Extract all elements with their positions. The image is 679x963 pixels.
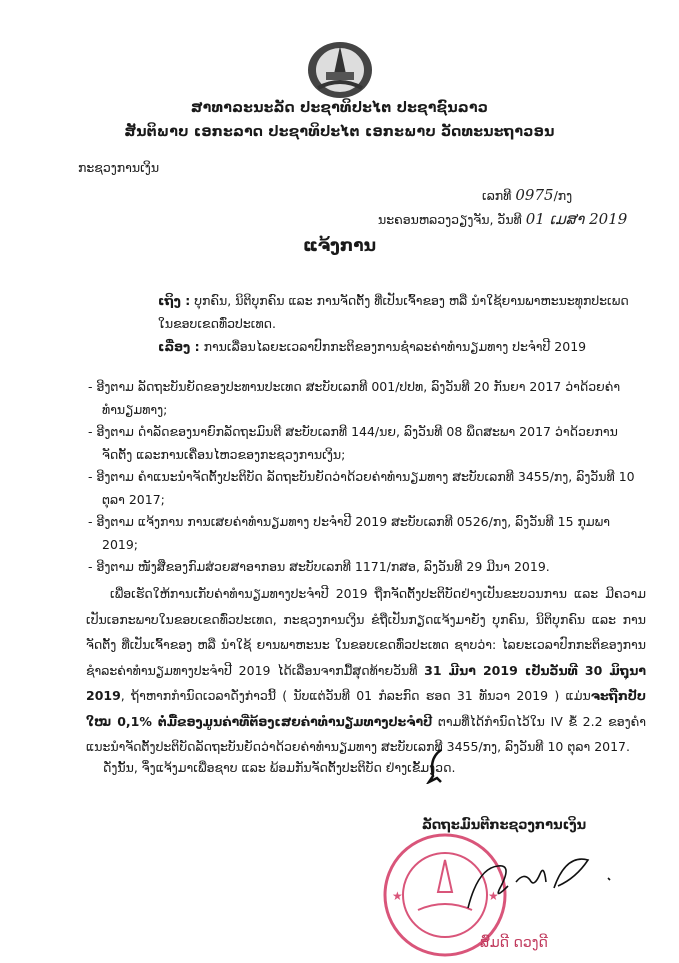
national-emblem-icon xyxy=(296,36,384,100)
reference-value: 0975 xyxy=(515,186,554,204)
svg-text:★: ★ xyxy=(488,889,499,903)
handwritten-mark-icon xyxy=(425,748,447,784)
signer-name: ສົມດີ ດວງດີ xyxy=(480,935,548,951)
legal-references xyxy=(88,376,648,579)
reference-item: - ອີງຕາມ ແຈ້ງການ ການເສຍຄ່າທຳນຽມທາງ ປະຈຳປີ 2019 ສະບັບເລກທີ 0526/ກງ, ລົງວັນທີ 15 ກຸມພາ 2019; xyxy=(88,514,610,552)
document-title: ແຈ້ງການ xyxy=(302,236,377,256)
subject-label: ເລື່ອງ : xyxy=(158,339,200,354)
body-bold-dates: 31 ມີນາ 2019 ເປັນວັນທີ 30 ມິຖຸນາ 2019 xyxy=(86,662,646,703)
body-bold-penalty: ຈະຖືກປັບໃໝ 0,1% ຕໍ່ມື້ຂອງມູນຄ່າທີ່ຕ້ອງເສຍຄ່າທຳນຽມທາງປະຈຳປີ xyxy=(86,688,646,729)
svg-text:★: ★ xyxy=(392,889,403,903)
addressee xyxy=(158,289,638,335)
addressee-label: ເຖິງ : xyxy=(158,293,191,308)
reference-item: - ອີງຕາມ ດຳລັດຂອງນາຍົກລັດຖະມົນຕີ ສະບັບເລກທີ 144/ນຍ, ລົງວັນທີ 08 ພຶດສະພາ 2017 ວ່າດ້ວຍການຈັດຕັ້ງ ແລະການເຄື່ອນໄຫວຂອງກະຊວງການເງິນ; xyxy=(88,424,618,462)
closing-sentence: ດັ່ງນັ້ນ, ຈຶ່ງແຈ້ງມາເພື່ອຊາບ ແລະ ພ້ອມກັນຈັດຕັ້ງປະຕິບັດ ຢ່າງເຂັ້ມງວດ. xyxy=(103,760,456,775)
ministry-name: ກະຊວງການເງິນ xyxy=(78,160,160,175)
addressee-text: ບຸກຄົນ, ນິຕິບຸກຄົນ ແລະ ການຈັດຕັ້ງ ທີ່ເປັນເຈົ້າຂອງ ຫລື ນຳໃຊ້ຍານພາຫະນະທຸກປະເພດ ໃນຂອບເຂດທົ່ວປະເທດ. xyxy=(158,293,629,331)
reference-number xyxy=(482,186,572,204)
header-line-1: ສາທາລະນະລັດ ປະຊາທິປະໄຕ ປະຊາຊົນລາວ xyxy=(190,100,489,116)
dateline-place: ນະຄອນຫລວງວຽງຈັນ, ວັນທີ xyxy=(378,212,522,227)
reference-label: ເລກທີ xyxy=(482,188,512,203)
reference-item: - ອີງຕາມ ຄຳແນະນຳຈັດຕັ້ງປະຕິບັດ ລັດຖະບັນຍັດວ່າດ້ວຍຄ່າທຳນຽມທາງ ສະບັບເລກທີ 3455/ກງ, ລົງວັນທີ 10 ຕຸລາ 2017; xyxy=(88,469,635,507)
body-paragraph xyxy=(86,581,646,760)
dateline-date: 01 ເມສາ 2019 xyxy=(525,210,628,228)
reference-suffix: /ກງ xyxy=(553,188,573,203)
reference-item: - ອີງຕາມ ໜັງສືຂອງກົມສ່ວຍສາອາກອນ ສະບັບເລກທີ 1171/ກສອ, ລົງວັນທີ 29 ມີນາ 2019. xyxy=(88,559,550,574)
body-text-2: , ຖ້າຫາກກຳນົດເວລາດັ່ງກ່າວນີ້ ( ນັບແຕ່ວັນທີ 01 ກໍລະກົດ ຮອດ 31 ທັນວາ 2019 ) ແມ່ນ xyxy=(120,688,591,703)
reference-item: - ອີງຕາມ ລັດຖະບັນຍັດຂອງປະທານປະເທດ ສະບັບເລກທີ 001/ປປທ, ລົງວັນທີ 20 ກັນຍາ 2017 ວ່າດ້ວຍຄ່າທຳນຽມທາງ; xyxy=(88,379,621,417)
signature-icon xyxy=(458,848,628,918)
body-text-1: ເພື່ອເຮັດໃຫ້ການເກັບຄ່າທຳນຽມທາງປະຈຳປີ 2019 ຖືກຈັດຕັ້ງປະຕິບັດຢ່າງເປັນຂະບວນການ ແລະ ມີຄວາມເປັນເອກະພາບໃນຂອບເຂດທົ່ວປະເທດ, ກະຊວງການເງິນ ຂໍຖືເປັນກຽດແຈ້ງມາຍັງ ບຸກຄົນ, ນິຕິບຸກຄົນ ແລະ ການຈັດຕັ້ງ ທີ່ເປັນເຈົ້າຂອງ ຫລື ນຳໃຊ້ ຍານພາຫະນະ ໃນຂອບເຂດທົ່ວປະເທດ ຊາບວ່າ: ໄລຍະເວລາປົກກະຕິຂອງການຊຳລະຄ່າທຳນຽມທາງປະຈຳປີ 2019 ໄດ້ເລື່ອນຈາກມື້ສຸດທ້າຍວັນທີ xyxy=(86,586,646,678)
subject-text: ການເລື່ອນໄລຍະເວລາປົກກະຕິຂອງການຊຳລະຄ່າທຳນຽມທາງ ປະຈຳປີ 2019 xyxy=(203,339,587,354)
header-line-2: ສັນຕິພາບ ເອກະລາດ ປະຊາທິປະໄຕ ເອກະພາບ ວັດທະນະຖາວອນ xyxy=(124,124,555,140)
dateline xyxy=(378,210,627,228)
subject-line xyxy=(158,335,638,358)
subject-block xyxy=(158,289,638,358)
signer-title: ລັດຖະມົນຕີກະຊວງການເງິນ xyxy=(422,818,587,833)
body-text-3: ຕາມທີ່ໄດ້ກຳນົດໄວ້ໃນ IV ຂໍ້ 2.2 ຂອງຄຳແນະນຳຈັດຕັ້ງປະຕິບັດລັດຖະບັນຍັດວ່າດ້ວຍຄ່າທຳນຽມທາງ ສະບັບເລກທີ 3455/ກງ, ລົງວັນທີ 10 ຕຸລາ 2017. xyxy=(86,713,647,754)
